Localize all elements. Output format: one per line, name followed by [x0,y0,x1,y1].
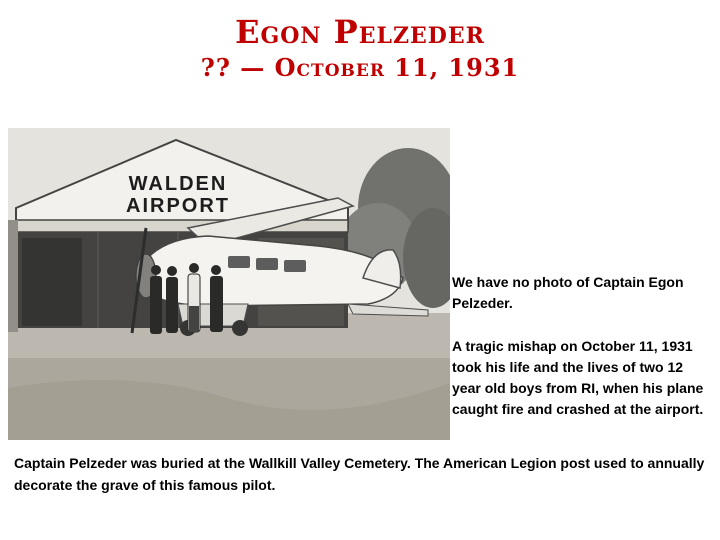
mishap-description: A tragic mishap on October 11, 1931 took his life and the lives of two 12 year old boys from RI, when his plane caught fire and crashed at the airport. [452,338,704,417]
slide-title: Egon Pelzeder [235,13,485,51]
hangar-sign-airport: AIRPORT [126,195,230,217]
burial-note: Captain Pelzeder was buried at the Wallkill Valley Cemetery. The American Legion post used to annually decorate the grave of this famous pilot. [14,455,705,493]
walden-airport-photo [8,128,450,440]
hangar-sign-walden: WALDEN [128,173,228,195]
no-photo-note: We have no photo of Captain Egon Pelzeder. [452,274,684,311]
slide-subtitle-dates: ?? — October 11, 1931 [200,53,520,82]
